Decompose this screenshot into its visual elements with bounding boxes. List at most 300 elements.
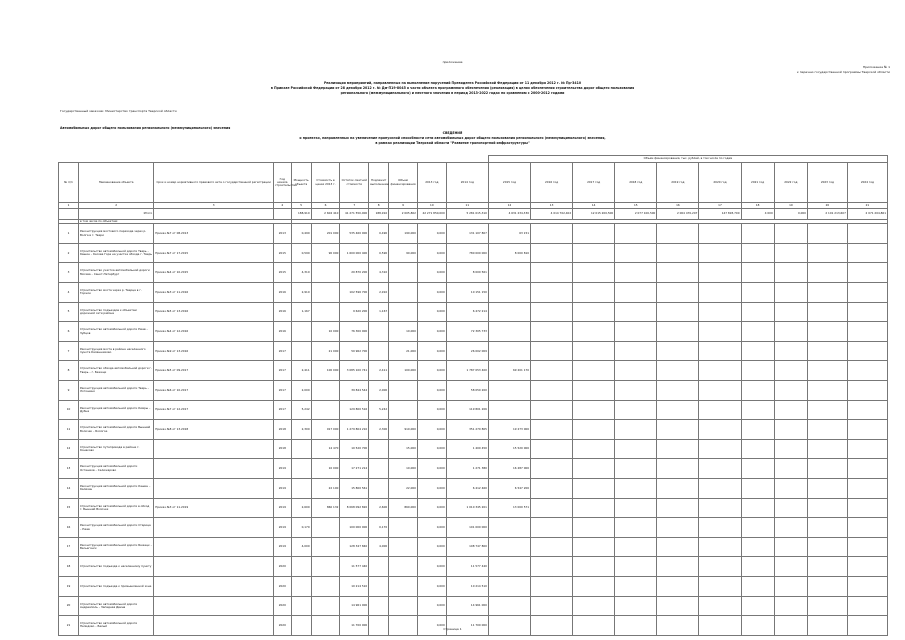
- cell-empty: [847, 479, 887, 499]
- cell-empty: [573, 400, 615, 420]
- cell-name: Реконструкция автомобильной дороги Кимры – Дубна: [78, 400, 153, 420]
- cell-n: 18: [59, 557, 79, 577]
- cell-v6: 0,000: [417, 557, 446, 577]
- cell-empty: [847, 243, 887, 263]
- cell-empty: [615, 224, 657, 244]
- cell-empty: [531, 576, 573, 596]
- cell-v5: [389, 518, 418, 538]
- cell-empty: [657, 322, 699, 342]
- cell-n: 7: [59, 341, 79, 361]
- cell-v8: [488, 341, 530, 361]
- cell-v6: 0,000: [417, 576, 446, 596]
- cell-v2: [311, 596, 340, 616]
- cell-empty: [847, 596, 887, 616]
- cell-empty: [531, 243, 573, 263]
- cell-empty: [531, 479, 573, 499]
- cell-v1: 0,170: [291, 518, 311, 538]
- column-number: 19: [774, 203, 807, 209]
- cell-v6: 0,000: [417, 243, 446, 263]
- cell-v8: [488, 302, 530, 322]
- cell-year: 2016: [273, 302, 291, 322]
- cell-empty: [847, 537, 887, 557]
- cell-v6: 0,000: [417, 341, 446, 361]
- column-number: 15: [615, 203, 657, 209]
- column-number: 3: [154, 203, 274, 209]
- total-value: 5 281 015,310: [446, 209, 488, 220]
- cell-v8: [488, 283, 530, 303]
- cell-n: 16: [59, 518, 79, 538]
- cell-v6: 0,000: [417, 302, 446, 322]
- table-row: [59, 459, 888, 479]
- cell-v3: 10 214 510: [340, 576, 369, 596]
- cell-doc: Приказ №6 от 10.2017: [154, 381, 274, 401]
- cell-empty: [657, 224, 699, 244]
- column-header: 2017 год: [573, 163, 615, 203]
- cell-v7: 26 002 009: [446, 341, 488, 361]
- cell-name: Реконструкция автомобильной дороги Бежецк – Весьегонск: [78, 537, 153, 557]
- cell-empty: [657, 479, 699, 499]
- cell-empty: [657, 576, 699, 596]
- cell-empty: [741, 263, 774, 283]
- cell-empty: [774, 479, 807, 499]
- cell-v2: [311, 400, 340, 420]
- cell-v7: 1 010 345 201: [446, 498, 488, 518]
- cell-n: 11: [59, 420, 79, 440]
- cell-n: 12: [59, 439, 79, 459]
- table-row: [59, 224, 888, 244]
- cell-v2: [311, 283, 340, 303]
- cell-empty: [807, 400, 847, 420]
- cell-empty: [657, 400, 699, 420]
- cell-empty: [615, 361, 657, 381]
- cell-empty: [774, 341, 807, 361]
- cell-empty: [615, 557, 657, 577]
- cell-v6: 0,000: [417, 224, 446, 244]
- cell-v7: 101 000 000: [446, 518, 488, 538]
- cell-empty: [807, 361, 847, 381]
- projects-table: [58, 155, 888, 636]
- cell-empty: [741, 557, 774, 577]
- section-label: в том числе по объектам:: [78, 220, 291, 224]
- cell-n: 4: [59, 283, 79, 303]
- cell-v3: 100 000 000: [340, 518, 369, 538]
- cell-v7: 780 000 000: [446, 243, 488, 263]
- cell-v3: 11 577 440: [340, 557, 369, 577]
- cell-v8: 6 547 200: [488, 479, 530, 499]
- column-number: 8: [369, 203, 389, 209]
- cell-v8: [488, 596, 530, 616]
- total-value: 2 604 410: [311, 209, 340, 220]
- cell-empty: [573, 596, 615, 616]
- cell-n: 10: [59, 400, 79, 420]
- cell-empty: [807, 537, 847, 557]
- total-value: 42 271 850,000: [417, 209, 446, 220]
- cell-empty: [573, 420, 615, 440]
- cell-name: Реконструкция автомобильной дороги Тверь – Лотошино: [78, 381, 153, 401]
- cell-v2: [311, 537, 340, 557]
- cell-v4: 0,490: [369, 224, 389, 244]
- cell-empty: [615, 576, 657, 596]
- cell-v5: 190,000: [389, 224, 418, 244]
- cell-v5: [389, 263, 418, 283]
- cell-n: 14: [59, 479, 79, 499]
- total-value: 188,910: [369, 209, 389, 220]
- cell-v7: 1 787 053 400: [446, 361, 488, 381]
- cell-empty: [774, 302, 807, 322]
- cell-year: 2015: [273, 243, 291, 263]
- cell-empty: [699, 341, 741, 361]
- cell-empty: [657, 616, 699, 636]
- column-header: 2024 год: [847, 163, 887, 203]
- cell-doc: Приказ №3 от 11.2016: [154, 283, 274, 303]
- cell-name: Реконструкция мостового перехода через р. Волга в г. Твери: [78, 224, 153, 244]
- cell-v7: 1 400 450: [446, 439, 488, 459]
- cell-v4: 2,000: [369, 381, 389, 401]
- cell-v3: 14 961 000: [340, 596, 369, 616]
- cell-v3: 11 700 000: [340, 616, 369, 636]
- cell-doc: [154, 479, 274, 499]
- cell-v2: [311, 263, 340, 283]
- cell-doc: Приказ №7 от 12.2017: [154, 400, 274, 420]
- cell-v1: 0,490: [291, 224, 311, 244]
- cell-v8: [488, 322, 530, 342]
- cell-empty: [699, 224, 741, 244]
- cell-empty: [657, 243, 699, 263]
- cell-empty: [615, 302, 657, 322]
- cell-v8: 63 151: [488, 224, 530, 244]
- cell-empty: [847, 381, 887, 401]
- cell-empty: [531, 224, 573, 244]
- table-row: [59, 439, 888, 459]
- cell-v7: 108 747 800: [446, 537, 488, 557]
- column-number: 2: [78, 203, 153, 209]
- cell-empty: [615, 596, 657, 616]
- column-number: 1: [59, 203, 79, 209]
- cell-empty: [847, 420, 887, 440]
- cell-empty: [741, 479, 774, 499]
- cell-empty: [531, 459, 573, 479]
- total-value: 12 015 200,500: [573, 209, 615, 220]
- cell-doc: Приказ №3 от 11.2019: [154, 498, 274, 518]
- cell-v7: 351 270 805: [446, 420, 488, 440]
- table-row: [59, 263, 888, 283]
- cell-v2: 917 000: [311, 420, 340, 440]
- cell-empty: [573, 381, 615, 401]
- table-row: [59, 322, 888, 342]
- cell-doc: [154, 557, 274, 577]
- cell-empty: [741, 498, 774, 518]
- cell-v7: 6 472 214: [446, 302, 488, 322]
- cell-v3: 10 520 700: [340, 439, 369, 459]
- cell-v5: [389, 283, 418, 303]
- cell-empty: [531, 596, 573, 616]
- cell-empty: [657, 439, 699, 459]
- cell-empty: [573, 224, 615, 244]
- cell-empty: [573, 243, 615, 263]
- cell-empty: [847, 557, 887, 577]
- cell-empty: [807, 498, 847, 518]
- cell-doc: Приказ №7 от 17.2015: [154, 243, 274, 263]
- cell-empty: [699, 576, 741, 596]
- cell-v5: 910,000: [389, 420, 418, 440]
- cell-empty: [531, 322, 573, 342]
- cell-empty: [573, 479, 615, 499]
- cell-v6: 0,000: [417, 361, 446, 381]
- cell-empty: [807, 263, 847, 283]
- cell-empty: [774, 263, 807, 283]
- cell-empty: [615, 322, 657, 342]
- cell-v2: [311, 616, 340, 636]
- cell-v1: [291, 616, 311, 636]
- cell-empty: [531, 263, 573, 283]
- cell-v4: 0,590: [369, 243, 389, 263]
- cell-v6: 0,000: [417, 596, 446, 616]
- cell-v8: [488, 616, 530, 636]
- cell-v4: [369, 341, 389, 361]
- cell-empty: [741, 283, 774, 303]
- cell-empty: [573, 557, 615, 577]
- cell-empty: [531, 537, 573, 557]
- cell-empty: [847, 400, 887, 420]
- cell-empty: [657, 596, 699, 616]
- cell-empty: [573, 518, 615, 538]
- cell-empty: [774, 518, 807, 538]
- cell-v1: [291, 596, 311, 616]
- cell-empty: [615, 498, 657, 518]
- table-row: [59, 616, 888, 636]
- cell-empty: [657, 459, 699, 479]
- cell-v4: 5,242: [369, 400, 389, 420]
- cell-year: 2018: [273, 439, 291, 459]
- cell-v8: [488, 263, 530, 283]
- cell-empty: [774, 459, 807, 479]
- cell-empty: [615, 283, 657, 303]
- cell-empty: [573, 459, 615, 479]
- total-value: 188,910: [291, 209, 311, 220]
- cell-doc: Приказ №7 от 08.2013: [154, 224, 274, 244]
- cell-v2: [311, 302, 340, 322]
- cell-empty: [531, 557, 573, 577]
- cell-v6: 0,000: [417, 400, 446, 420]
- cell-v6: 0,000: [417, 263, 446, 283]
- page-label: Страница 1: [443, 627, 462, 631]
- cell-year: 2020: [273, 576, 291, 596]
- cell-empty: [657, 263, 699, 283]
- cell-empty: [741, 616, 774, 636]
- svedenia-line-2: в рамках реализации Тверской области "Развитие транспортной инфраструктуры": [375, 141, 530, 145]
- cell-v5: 10,000: [389, 459, 418, 479]
- cell-year: 2016: [273, 322, 291, 342]
- cell-empty: [699, 263, 741, 283]
- cell-empty: [531, 518, 573, 538]
- column-header: 2016 год: [531, 163, 573, 203]
- cell-v1: [291, 479, 311, 499]
- cell-name: Реконструкция автомобильной дороги Осташков – Селижарово: [78, 459, 153, 479]
- cell-v2: 10 000: [311, 322, 340, 342]
- cell-v3: 76 300 000: [340, 322, 369, 342]
- table-row: [59, 557, 888, 577]
- column-header: 2018 год: [615, 163, 657, 203]
- cell-v3: 3 085 100 741: [340, 361, 369, 381]
- cell-v7: 8 000 561: [446, 263, 488, 283]
- cell-empty: [807, 341, 847, 361]
- cell-empty: [699, 616, 741, 636]
- cell-empty: [847, 616, 887, 636]
- cell-v3: 1 600 000 400: [340, 243, 369, 263]
- total-label: Итого: [78, 209, 153, 220]
- cell-v5: [389, 381, 418, 401]
- cell-empty: [699, 322, 741, 342]
- cell-n: 5: [59, 302, 79, 322]
- cell-v2: 201 000: [311, 224, 340, 244]
- cell-empty: [573, 537, 615, 557]
- column-number: 7: [340, 203, 369, 209]
- cell-v5: 90,000: [389, 243, 418, 263]
- cell-empty: [741, 322, 774, 342]
- cell-v8: [488, 557, 530, 577]
- cell-empty: [573, 498, 615, 518]
- cell-v8: 16 287 000: [488, 459, 530, 479]
- column-number: 21: [847, 203, 887, 209]
- cell-empty: [774, 322, 807, 342]
- cell-empty: [573, 263, 615, 283]
- cell-name: Строительство обхода автомобильной дороги г. Тверь – г. Бежецк: [78, 361, 153, 381]
- cell-v5: 21,000: [389, 341, 418, 361]
- cell-v6: 0,000: [417, 439, 446, 459]
- table-row: [59, 381, 888, 401]
- cell-v8: [488, 400, 530, 420]
- cell-empty: [847, 459, 887, 479]
- cell-name: Строительство автомобильной дороги Андреаполь – Западная Двина: [78, 596, 153, 616]
- cell-doc: [154, 596, 274, 616]
- cell-doc: Приказ №5 от 13.2016: [154, 302, 274, 322]
- table-row: [59, 537, 888, 557]
- cell-empty: [699, 400, 741, 420]
- cell-empty: [615, 439, 657, 459]
- cell-v1: 2,600: [291, 498, 311, 518]
- cell-v2: 22 100: [311, 479, 340, 499]
- cell-empty: [615, 420, 657, 440]
- cell-v1: 0,590: [291, 243, 311, 263]
- cell-n: 9: [59, 381, 79, 401]
- column-number: 12: [488, 203, 530, 209]
- cell-n: 17: [59, 537, 79, 557]
- cell-v2: 100 000: [311, 361, 340, 381]
- cell-v6: 0,000: [417, 537, 446, 557]
- cell-empty: [807, 381, 847, 401]
- cell-doc: [154, 439, 274, 459]
- cell-empty: [615, 263, 657, 283]
- cell-empty: [774, 576, 807, 596]
- cell-empty: [573, 576, 615, 596]
- cell-empty: [531, 420, 573, 440]
- cell-name: Строительство путепровода в районе г. Конаково: [78, 439, 153, 459]
- cell-v1: [291, 341, 311, 361]
- cell-n: 15: [59, 498, 79, 518]
- cell-v4: [369, 479, 389, 499]
- cell-empty: [847, 361, 887, 381]
- cell-v5: 860,000: [389, 498, 418, 518]
- cell-year: 2015: [273, 263, 291, 283]
- cell-v2: 90 000: [311, 243, 340, 263]
- cell-empty: [615, 479, 657, 499]
- total-value: 0,000: [774, 209, 807, 220]
- cell-empty: [615, 616, 657, 636]
- cell-year: 2016: [273, 283, 291, 303]
- svedenia-title: СВЕДЕНИЯ: [442, 131, 463, 135]
- cell-empty: [615, 400, 657, 420]
- cell-name: Строительство автомобильной дороги Вышний Волочек – Бологое: [78, 420, 153, 440]
- cell-v7: 11 577 440: [446, 557, 488, 577]
- cell-v1: [291, 459, 311, 479]
- cell-empty: [573, 439, 615, 459]
- cell-empty: [699, 361, 741, 381]
- cell-v1: 5,242: [291, 400, 311, 420]
- cell-year: 2019: [273, 518, 291, 538]
- cell-empty: [807, 224, 847, 244]
- cell-v7: 6 412 460: [446, 479, 488, 499]
- cell-doc: [154, 459, 274, 479]
- cell-empty: [807, 243, 847, 263]
- cell-v4: 4,310: [369, 263, 389, 283]
- cell-doc: Приказ №4 от 12.2016: [154, 322, 274, 342]
- cell-v5: [389, 557, 418, 577]
- table-row: [59, 420, 888, 440]
- title-line-1: Реализация мероприятий, направленных на выполнение поручений Президента Российской Федерации от 11 декабря 2012 г. № Пр-3410: [323, 81, 582, 85]
- cell-empty: [699, 498, 741, 518]
- cell-empty: [774, 557, 807, 577]
- cell-v1: 1,167: [291, 302, 311, 322]
- table-row: [59, 243, 888, 263]
- cell-v7: 11 700 000: [446, 616, 488, 636]
- group-header: Объем финансирования, тыс. рублей, в том числе по годам: [488, 156, 887, 163]
- cell-v6: 0,000: [417, 283, 446, 303]
- cell-v3: 15 800 561: [340, 479, 369, 499]
- column-header: 2023 год: [807, 163, 847, 203]
- cell-empty: [573, 361, 615, 381]
- appendix-line-1: Приложение № 1: [862, 65, 890, 69]
- cell-v4: 2,600: [369, 498, 389, 518]
- cell-v3: 535 460 000: [340, 224, 369, 244]
- cell-empty: [699, 283, 741, 303]
- cell-empty: [615, 459, 657, 479]
- column-header: № п/п: [59, 163, 79, 203]
- column-number: 9: [389, 203, 418, 209]
- cell-empty: [741, 459, 774, 479]
- cell-v1: 2,300: [291, 420, 311, 440]
- cell-empty: [657, 341, 699, 361]
- cell-v2: 860 132: [311, 498, 340, 518]
- cell-empty: [741, 361, 774, 381]
- column-number: 17: [699, 203, 741, 209]
- cell-empty: [699, 302, 741, 322]
- cell-empty: [531, 381, 573, 401]
- cell-empty: [774, 596, 807, 616]
- cell-empty: [657, 498, 699, 518]
- cell-v4: [369, 322, 389, 342]
- cell-v8: 19 273 000: [488, 420, 530, 440]
- title-line-2: в Приказе Российской Федерации от 28 декабря 2012 г. № Дм-П19-8045 о части объекта программного обеспечения (реализация) в целях обеспечения строительства дорог общего пользования: [270, 86, 635, 90]
- cell-empty: [741, 576, 774, 596]
- cell-empty: [699, 479, 741, 499]
- column-header: Мощность объекта: [291, 163, 311, 203]
- total-value: 4 000: [741, 209, 774, 220]
- cell-empty: [847, 498, 887, 518]
- cell-empty: [807, 439, 847, 459]
- cell-v7: 119 801 206: [446, 400, 488, 420]
- cell-v8: [488, 381, 530, 401]
- cell-empty: [741, 420, 774, 440]
